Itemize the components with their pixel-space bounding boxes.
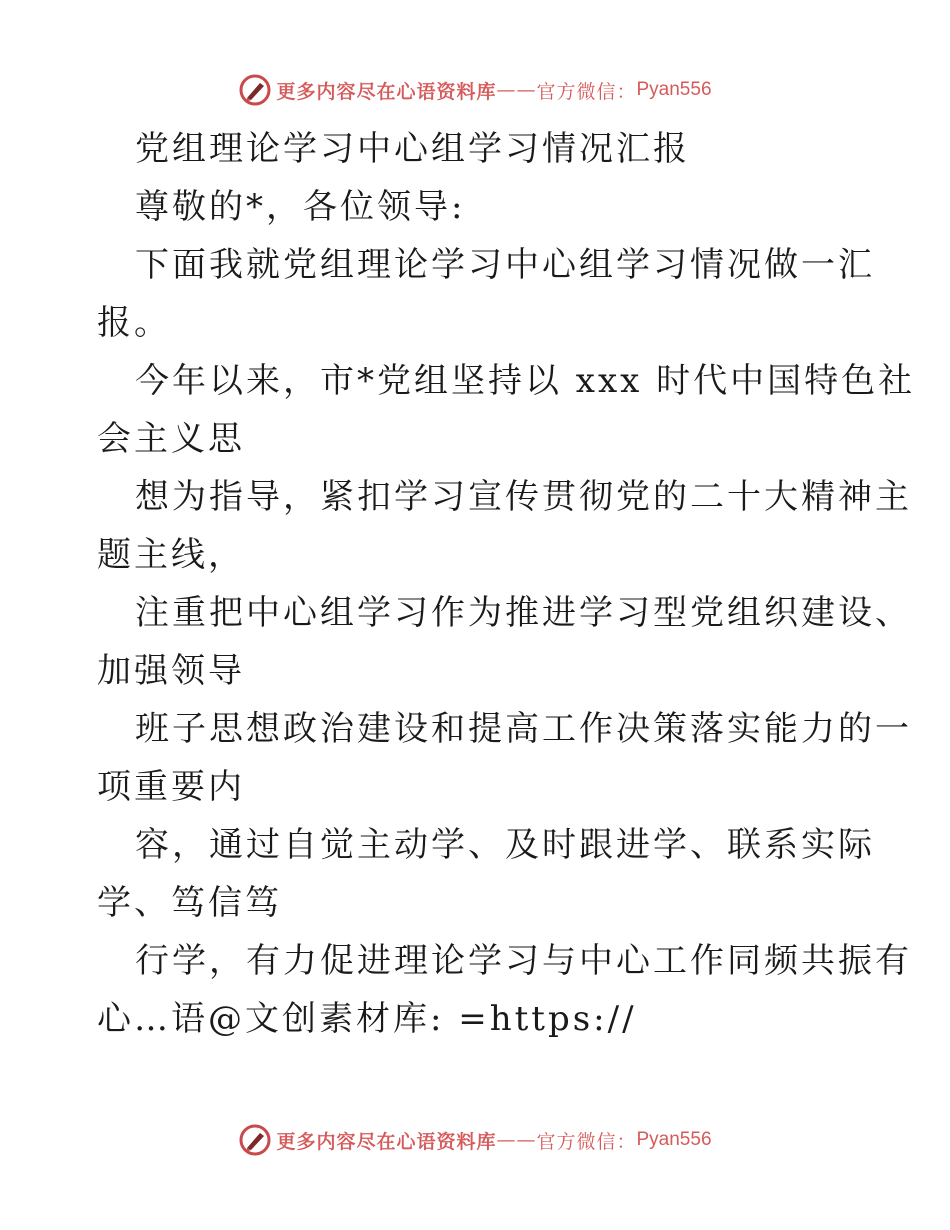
document-title: 党组理论学习中心组学习情况汇报 [135, 129, 690, 169]
footer-separator: —— [496, 1129, 537, 1151]
paragraph-line: 会主义思 [97, 419, 245, 459]
paragraph-line: 题主线， [97, 535, 245, 575]
paragraph-line: 报。 [97, 303, 171, 343]
pen-in-circle-icon [238, 73, 272, 107]
paragraph-line: 学、笃信笃 [97, 883, 282, 923]
paragraph-line: 下面我就党组理论学习中心组学习情况做一汇 [135, 245, 875, 285]
paragraph-line: 班子思想政治建设和提高工作决策落实能力的一 [135, 709, 912, 749]
header-brand-text: 更多内容尽在心语资料库 [276, 80, 497, 103]
footer-banner [0, 1120, 950, 1160]
paragraph-line: 今年以来，市*党组坚持以 xxx 时代中国特色社 [135, 361, 916, 401]
paragraph-line: 加强领导 [97, 651, 245, 691]
header-banner [0, 70, 950, 110]
footer-wechat-label: 官方微信： [536, 1130, 637, 1153]
footer-brand-text: 更多内容尽在心语资料库 [276, 1130, 497, 1153]
salutation: 尊敬的*，各位领导: [135, 187, 466, 227]
paragraph-line: 容，通过自觉主动学、及时跟进学、联系实际 [135, 825, 875, 865]
paragraph-line: 心…语@文创素材库: =https:// [97, 999, 637, 1039]
document-body [97, 120, 916, 1048]
header-separator: —— [496, 79, 537, 101]
header-wechat-label: 官方微信： [536, 80, 637, 103]
paragraph-line: 注重把中心组学习作为推进学习型党组织建设、 [135, 593, 912, 633]
paragraph-line: 行学，有力促进理论学习与中心工作同频共振有 [135, 941, 912, 981]
header-wechat-id: Pyan556 [636, 79, 712, 100]
footer-wechat-id: Pyan556 [636, 1129, 712, 1150]
paragraph-line: 项重要内 [97, 767, 245, 807]
pen-in-circle-icon [238, 1123, 272, 1157]
paragraph-line: 想为指导，紧扣学习宣传贯彻党的二十大精神主 [135, 477, 912, 517]
